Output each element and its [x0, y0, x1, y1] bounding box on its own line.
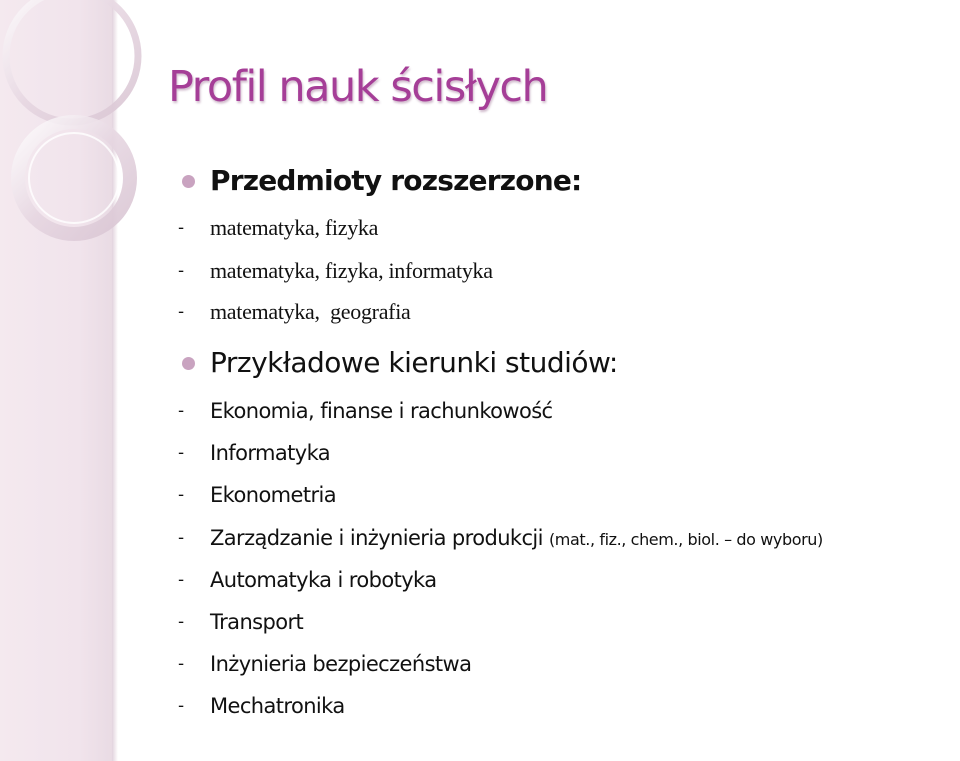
bullet-dot — [182, 175, 195, 188]
decorative-ring-inner — [29, 133, 119, 223]
list-dash: - — [178, 302, 185, 322]
list-item-text: Automatyka i robotyka — [210, 568, 437, 592]
decorative-ring-medium — [18, 122, 130, 234]
list-dash: - — [178, 443, 185, 463]
list-dash: - — [178, 218, 185, 238]
list-dash: - — [178, 570, 185, 590]
bullet-dot — [182, 357, 195, 370]
list-item-text: Mechatronika — [210, 694, 345, 718]
list-item-text: Ekonomia, finanse i rachunkowość — [210, 399, 553, 423]
list-item-text-with-note — [210, 523, 823, 555]
section-heading-text: Przykładowe kierunki studiów: — [210, 346, 618, 379]
list-dash: - — [178, 261, 185, 281]
list-item-text: Inżynieria bezpieczeństwa — [210, 652, 472, 676]
section-heading-text: Przedmioty rozszerzone: — [210, 164, 582, 197]
list-dash: - — [178, 485, 185, 505]
list-dash: - — [178, 696, 185, 716]
list-item-text: matematyka, fizyka — [210, 215, 379, 240]
list-dash: - — [178, 528, 185, 548]
list-item-text: matematyka, geografia — [210, 299, 411, 324]
slide-title: Profil nauk ścisłych — [168, 62, 548, 112]
list-item-text: Zarządzanie i inżynieria produkcji — [210, 526, 543, 550]
list-item-text: matematyka, fizyka, informatyka — [210, 258, 493, 283]
decorative-ring-large — [6, 0, 138, 122]
list-dash: - — [178, 612, 185, 632]
subject-choice-note: (mat., fiz., chem., biol. – do wyboru) — [548, 530, 823, 549]
list-item-text: Ekonometria — [210, 483, 337, 507]
list-item-text: Informatyka — [210, 441, 331, 465]
list-dash: - — [178, 401, 185, 421]
list-dash: - — [178, 654, 185, 674]
list-item-text: Transport — [210, 610, 304, 634]
